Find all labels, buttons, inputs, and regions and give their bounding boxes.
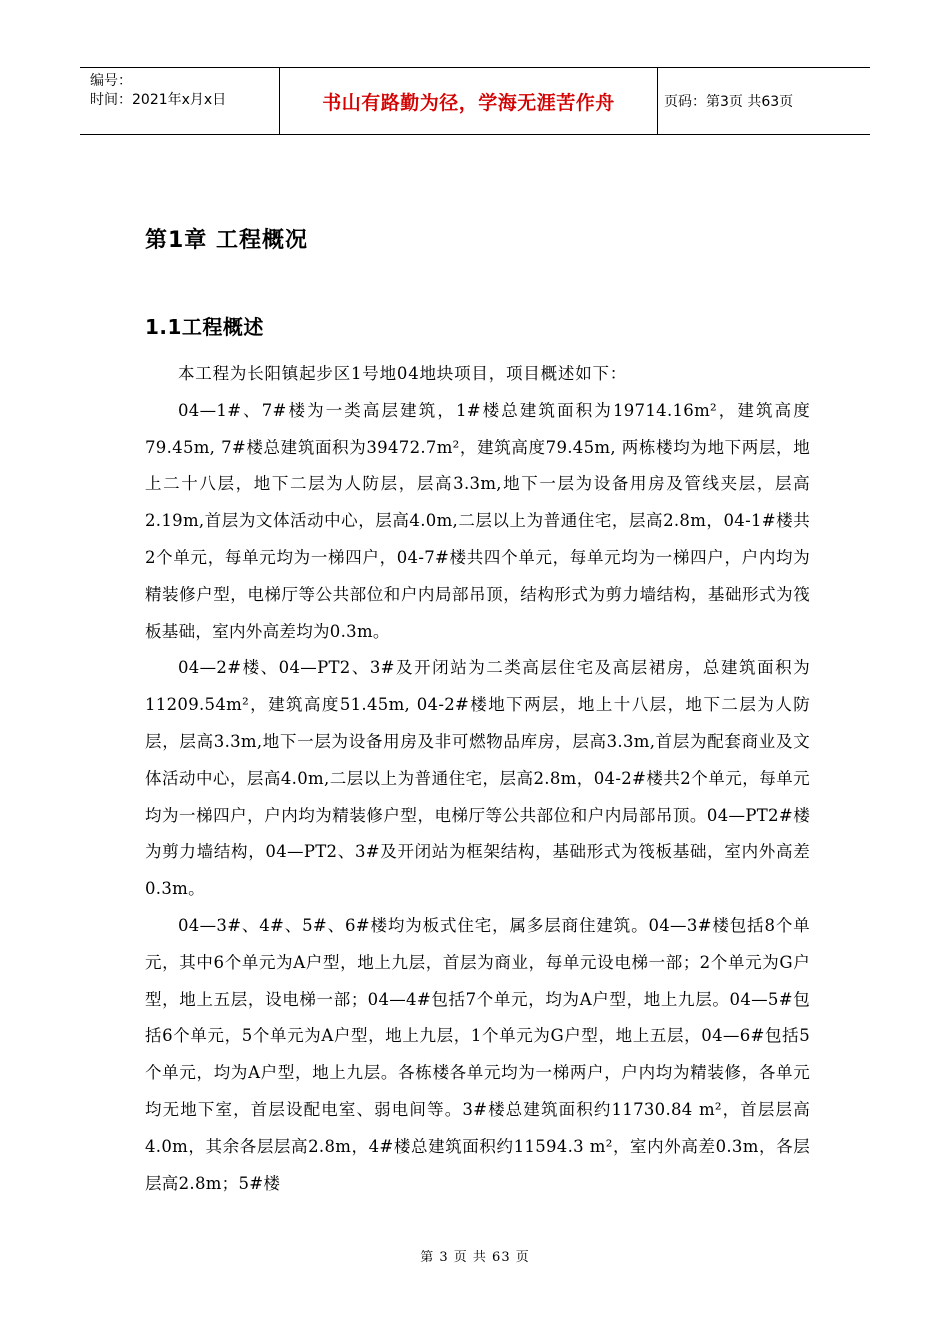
chapter-title: 第1章 工程概况 [145, 228, 308, 253]
paragraph-building-2: 04—2#楼、04—PT2、3#及开闭站为二类高层住宅及高层裙房，总建筑面积为11209.54m²，建筑高度51.45m, 04-2#楼地下两层，地上十八层，地下二层为人防层，层高3.3m,地下一层为设备用房及非可燃物品库房，层高3.3m,首层为配套商业及文体活动中心，层高4.0m,二层以上为普通住宅，层高2.8m，04-2#楼共2个单元，每单元均为一梯四户，户内均为精装修户型，电梯厅等公共部位和户内局部吊顶。04—PT2#楼为剪力墙结构，04—PT2、3#及开闭站为框架结构，基础形式为筏板基础，室内外高差0.3m。 [145, 658, 810, 899]
section-title: 1.1工程概述 [145, 315, 264, 339]
document-header [80, 67, 870, 135]
page-footer: 第 3 页 共 63 页 [420, 1250, 530, 1265]
paragraph-intro: 本工程为长阳镇起步区1号地04地块项目，项目概述如下： [178, 364, 628, 383]
document-time-label: 时间：2021年x月x日 [90, 92, 227, 108]
body-text [145, 356, 810, 1202]
paragraph-building-1-7: 04—1#、7#楼为一类高层建筑，1#楼总建筑面积为19714.16m²，建筑高度79.45m, 7#楼总建筑面积为39472.7m²，建筑高度79.45m, 两栋楼均为地下两层，地上二十八层，地下二层为人防层，层高3.3m,地下一层为设备用房及管线夹层，层高2.19m,首层为文体活动中心，层高4.0m,二层以上为普通住宅，层高2.8m，04-1#楼共2个单元，每单元均为一梯四户，04-7#楼共四个单元，每单元均为一梯四户，户内均为精装修户型，电梯厅等公共部位和户内局部吊顶，结构形式为剪力墙结构，基础形式为筏板基础，室内外高差均为0.3m。 [145, 400, 810, 641]
document-number-label: 编号： [90, 73, 132, 89]
header-motto: 书山有路勤为径，学海无涯苦作舟 [280, 68, 658, 134]
header-page-code: 页码：第3页 共63页 [664, 94, 794, 110]
header-meta [80, 68, 280, 134]
paragraph-building-3-6: 04—3#、4#、5#、6#楼均为板式住宅，属多层商住建筑。04—3#楼包括8个单元，其中6个单元为A户型，地上九层，首层为商业，每单元设电梯一部；2个单元为G户型，地上五层，设电梯一部；04—4#包括7个单元，均为A户型，地上九层。04—5#包括6个单元，5个单元为A户型，地上九层，1个单元为G户型，地上五层，04—6#包括5个单元，均为A户型，地上九层。各栋楼各单元均为一梯两户，户内均为精装修，各单元均无地下室，首层设配电室、弱电间等。3#楼总建筑面积约11730.84 m²，首层层高4.0m，其余各层层高2.8m，4#楼总建筑面积约11594.3 m²，室内外高差0.3m，各层层高2.8m；5#楼 [145, 915, 810, 1193]
